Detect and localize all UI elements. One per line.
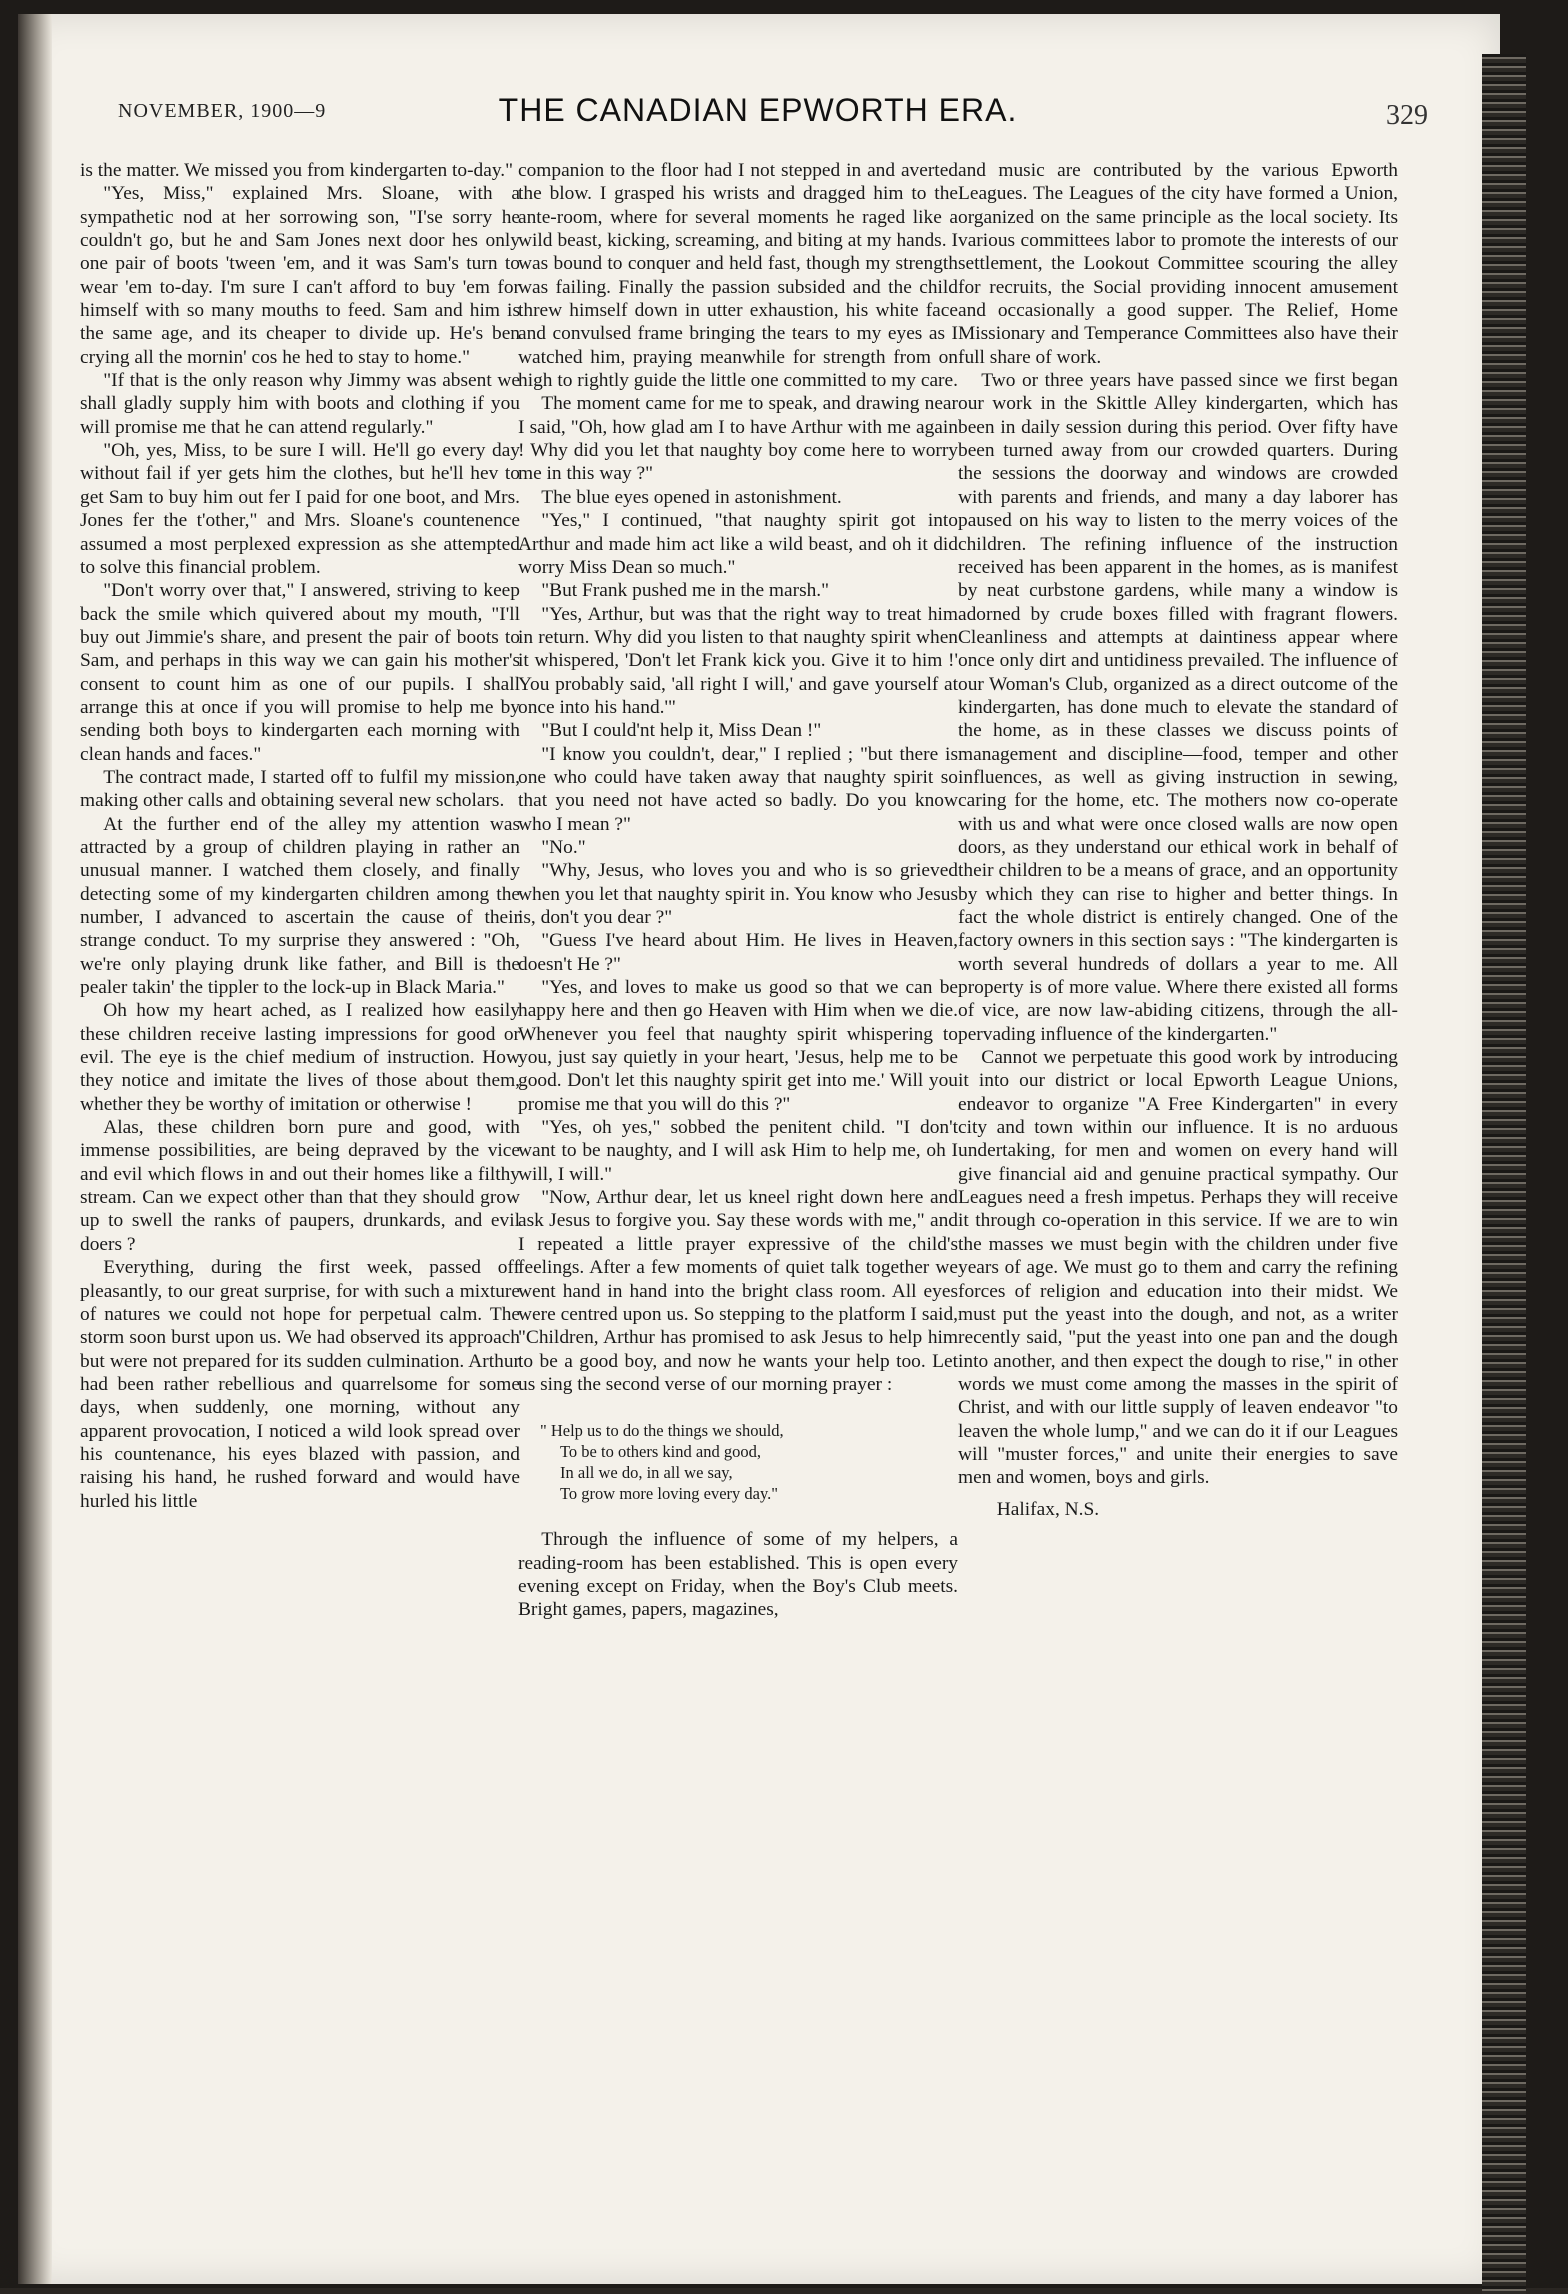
paragraph: "No."	[541, 836, 586, 858]
paragraph: is the matter. We missed you from kindergarten to-day."	[80, 160, 514, 181]
paragraph: "Yes, Miss," explained Mrs. Sloane, with a sympathetic nod at her sorrowing son, "I'se sorry he couldn't go, but he and Sam Jones next door hes only one pair of boots 'tween 'em, and it was Sam's turn to wear 'em to-day. I'm sure I can't afford to buy 'em for himself with so many mouths to feed. Sam and him is the same age, and its cheaper to divide up. He's ben crying all the mornin' cos he hed to stay to home."	[80, 183, 520, 368]
paragraph: The blue eyes opened in astonishment.	[541, 486, 842, 508]
paragraph: "Yes," I continued, "that naughty spirit got into Arthur and made him act like a wild beast, and oh it did worry Miss Dean so much."	[518, 510, 958, 578]
verse-line: " Help us to do the things we should,	[540, 1421, 784, 1441]
paragraph: "Yes, Arthur, but was that the right way to treat him in return. Why did you listen to that naughty spirit when it whispered, 'Don't let Frank kick you. Give it to him !' You probably said, 'all right I will,' and gave yourself at once into his hand.'"	[518, 603, 958, 718]
paragraph: Oh how my heart ached, as I realized how easily these children receive lasting impressions for good or evil. The eye is the chief medium of instruction. How they notice and imitate the lives of those about them, whether they be worthy of imitation or otherwise !	[80, 1000, 520, 1115]
paragraph: "Yes, and loves to make us good so that we can be happy here and then go Heaven with Him when we die. Whenever you feel that naughty spirit whispering to you, just say quietly in your heart, 'Jesus, help me to be good. Don't let this naughty spirit get into me.' Will you promise me that you will do this ?"	[518, 977, 958, 1115]
paragraph: "Why, Jesus, who loves you and who is so grieved when you let that naughty spirit in. You know who Jesus is, don't you dear ?"	[518, 860, 958, 928]
signature-location: Halifax, N.S.	[996, 1498, 1100, 1520]
page-edge	[1482, 54, 1526, 2294]
paragraph: "Oh, yes, Miss, to be sure I will. He'll go every day without fail if yer gets him the clothes, but he'll hev to get Sam to buy him out fer I paid for one boot, and Mrs. Jones fer the t'other," and Mrs. Sloane's countenence assumed a most perplexed expression as she attempted to solve this financial problem.	[80, 440, 520, 578]
paragraph: Alas, these children born pure and good, with immense possibilities, are being depraved by the vice and evil which flows in and out their homes like a filthy stream. Can we expect other than that they should grow up to swell the ranks of paupers, drunkards, and evil doers ?	[80, 1117, 520, 1255]
paragraph: "Now, Arthur dear, let us kneel right down here and ask Jesus to forgive you. Say these words with me," and I repeated a little prayer expressive of the child's feelings. After a few moments of quiet talk together we went hand in hand into the bright class room. All eyes were centred upon us. So stepping to the platform I said, "Children, Arthur has promised to ask Jesus to help him to be a good boy, and now he wants your help too. Let us sing the second verse of our morning prayer :	[518, 1187, 958, 1395]
paragraph: Everything, during the first week, passed off pleasantly, to our great surprise, for with such a mixture of natures we could not hope for perpetual calm. The storm soon burst upon us. We had observed its approach but were not prepared for its sudden culmination. Arthur had been rather rebellious and quarrelsome for some days, when suddenly, one morning, without any apparent provocation, I noticed a wild look spread over his countenance, his eyes blazed with passion, and raising his hand, he rushed forward and would have hurled his little	[80, 1257, 520, 1512]
paragraph: "Guess I've heard about Him. He lives in Heaven, doesn't He ?"	[518, 930, 958, 975]
paragraph: "But I could'nt help it, Miss Dean !"	[541, 720, 822, 742]
masthead-title: THE CANADIAN EPWORTH ERA.	[498, 92, 1018, 128]
paragraph: and music are contributed by the various Epworth Leagues. The Leagues of the city have formed a Union, organized on the same principle as the local society. Its various committees labor to promote the interests of our settlement, the Lookout Committee scouring the alley for recruits, the Social providing innocent amusement and occasionally a good supper. The Relief, Home Missionary and Temperance Committees also have their full share of work.	[958, 160, 1398, 368]
column-left	[80, 159, 520, 1513]
hymn-verse	[518, 1420, 958, 1504]
column-right	[958, 159, 1398, 1521]
verse-line: In all we do, in all we say,	[560, 1463, 733, 1483]
paragraph: Cannot we perpetuate this good work by introducing it into our district or local Epworth League Unions, endeavor to organize "A Free Kindergarten" in every city and town within our influence. It is no arduous undertaking, for men and women on every hand will give financial aid and genuine practical sympathy. Our Leagues need a fresh impetus. Perhaps they will receive it through co-operation in this service. If we are to win the masses we must begin with the children under five years of age. We must go to them and carry the refining forces of religion and education into their midst. We must put the yeast into the dough, and not, as a writer recently said, "put the yeast into one pan and the dough into another, and then expect the dough to rise," in other words we must come among the masses in the spirit of Christ, and with our little supply of leaven endeavor "to leaven the whole lump," and we can do it if our Leagues will "muster forces," and unite their energies to save men and women, boys and girls.	[958, 1047, 1398, 1489]
paragraph: "Don't worry over that," I answered, striving to keep back the smile which quivered about my mouth, "I'll buy out Jimmie's share, and present the pair of boots to Sam, and perhaps in this way we can gain his mother's consent to count him as one of our pupils. I shall arrange this at once if you will promise to help me by sending both boys to kindergarten each morning with clean hands and faces."	[80, 580, 520, 765]
paragraph: "I know you couldn't, dear," I replied ; "but there is one who could have taken away that naughty spirit so that you need not have acted so badly. Do you know who I mean ?"	[518, 743, 958, 835]
paragraph: "Yes, oh yes," sobbed the penitent child. "I don't want to be naughty, and I will ask Him to help me, oh I will, I will."	[518, 1117, 958, 1185]
paragraph: At the further end of the alley my attention was attracted by a group of children playing in rather an unusual manner. I watched them closely, and finally detecting some of my kindergarten children among the number, I advanced to ascertain the cause of their strange conduct. To my surprise they answered : "Oh, we're only playing drunk like father, and Bill is the pealer takin' the tippler to the lock-up in Black Maria."	[80, 813, 520, 999]
binding-gutter	[18, 14, 52, 2284]
document-page	[18, 14, 1500, 2284]
paragraph: "But Frank pushed me in the marsh."	[541, 580, 830, 602]
paragraph: The moment came for me to speak, and drawing near I said, "Oh, how glad am I to have Arthur with me again ! Why did you let that naughty boy come here to worry me in this way ?"	[518, 393, 958, 485]
page-header	[88, 86, 1428, 166]
verse-line: To be to others kind and good,	[560, 1442, 761, 1462]
issue-date: NOVEMBER, 1900—9	[118, 100, 327, 122]
paragraph: "If that is the only reason why Jimmy was absent we shall gladly supply him with boots and clothing if you will promise me that he can attend regularly."	[80, 370, 520, 438]
paragraph: The contract made, I started off to fulfil my mission, making other calls and obtaining several new scholars.	[80, 766, 520, 812]
column-middle	[518, 159, 958, 1622]
paragraph: companion to the floor had I not stepped in and averted the blow. I grasped his wrists and dragged him to the ante-room, where for several moments he raged like a wild beast, kicking, screaming, and biting at my hands. I was bound to conquer and held fast, though my strength was failing. Finally the passion subsided and the child threw himself down in utter exhaustion, his white face and convulsed frame bringing the tears to my eyes as I watched him, praying meanwhile for strength from on high to rightly guide the little one committed to my care.	[518, 160, 958, 392]
paragraph: Two or three years have passed since we first began our work in the Skittle Alley kindergarten, which has been in daily session during this period. Over fifty have been turned away from our crowded quarters. During the sessions the doorway and windows are crowded with parents and friends, and many a day laborer has paused on his way to listen to the merry voices of the children. The refining influence of the instruction received has been apparent in the homes, as is manifest by neat curbstone gardens, while many a window is adorned by crude boxes filled with fragrant flowers. Cleanliness and attempts at daintiness appear where once only dirt and untidiness prevailed. The influence of our Woman's Club, organized as a direct outcome of the kindergarten, has done much to elevate the standard of the home, as in these classes we discuss points of management and discipline—food, temper and other influences, as well as giving instruction in sewing, caring for the home, etc. The mothers now co-operate with us and what were once closed walls are now open doors, as they understand our ethical work in behalf of their children to be a means of grace, and an opportunity by which they can rise to higher and better things. In fact the whole district is entirely changed. One of the factory owners in this section says : "The kindergarten is worth several hundreds of dollars a year to me. All property is of more value. Where there existed all forms of vice, are now law-abiding citizens, through the all-pervading influence of the kindergarten."	[958, 370, 1398, 1045]
paragraph: Through the influence of some of my helpers, a reading-room has been established. This is open every evening except on Friday, when the Boy's Club meets. Bright games, papers, magazines,	[518, 1529, 958, 1621]
verse-line: To grow more loving every day."	[560, 1484, 779, 1504]
page-number: 329	[1386, 100, 1428, 131]
